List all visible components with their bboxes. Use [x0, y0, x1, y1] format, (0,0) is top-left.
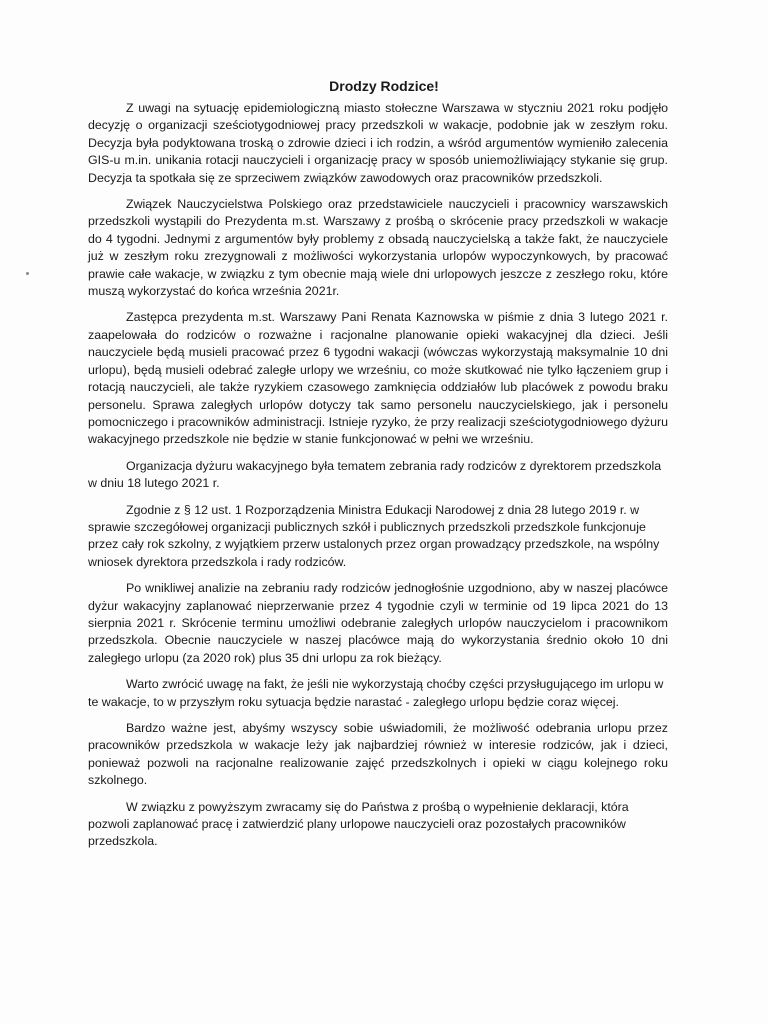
paragraph-6: Po wnikliwej analizie na zebraniu rady rodziców jednogłośnie uzgodniono, aby w naszej placówce dyżur wakacyjny zaplanować nieprzerwanie przez 4 tygodnie czyli w terminie od 19 lipca 2021 do 13 sierpnia 2021 r. Skrócenie terminu umożliwi odebranie zaległych urlopów nauczycielom i pracownikom przedszkola. Obecnie nauczyciele w naszej placówce mają do wykorzystania średnio około 10 dni zaległego urlopu (za 2020 rok) plus 35 dni urlopu za rok bieżący. — [88, 581, 668, 665]
paragraph-4: Organizacja dyżuru wakacyjnego była tematem zebrania rady rodziców z dyrektorem przedszkola w dniu 18 lutego 2021 r. — [88, 458, 662, 491]
letter-body — [88, 100, 668, 860]
paragraph-7: Warto zwrócić uwagę na fakt, że jeśli nie wykorzystają choćby części przysługującego im urlopu w te wakacje, to w przyszłym roku sytuacja będzie narastać - zaległego urlopu będzie coraz więcej. — [88, 677, 664, 709]
letter-title: Drodzy Rodzice! — [329, 78, 439, 94]
paragraph-2: Związek Nauczycielstwa Polskiego oraz przedstawiciele nauczycieli i pracownicy warszawskich przedszkoli wystąpili do Prezydenta m.st. Warszawy z prośbą o skrócenie pracy przedszkoli w wakacje do 4 tygodni. Jednymi z argumentów były problemy z obsadą nauczycielską a także fakt, że nauczyciele już w zeszłym roku zrezygnowali z możliwości wykorzystania urlopów wypoczynkowych, by pracować prawie całe wakacje, w związku z tym obecnie mają wiele dni urlopowych jeszcze z zeszłego roku, które muszą wykorzystać do końca września 2021r. — [88, 197, 668, 299]
scan-speck — [26, 272, 29, 275]
paragraph-1: Z uwagi na sytuację epidemiologiczną miasto stołeczne Warszawa w styczniu 2021 roku podjęło decyzję o organizacji sześciotygodniowej pracy przedszkoli w wakacje, podobnie jak w zeszłym roku. Decyzja była podyktowana troską o zdrowie dzieci i ich rodzin, a wśród argumentów wymieniło zalecenia GIS-u m.in. unikania rotacji nauczycieli i organizację pracy w sposób uniemożliwiający stykanie się grup. Decyzja ta spotkała się ze sprzeciwem związków zawodowych oraz pracowników przedszkoli. — [88, 101, 668, 185]
paragraph-8: Bardzo ważne jest, abyśmy wszyscy sobie uświadomili, że możliwość odebrania urlopu przez pracowników przedszkola w wakacje leży jak najbardziej również w interesie rodziców, jak i dzieci, ponieważ pozwoli na racjonalne realizowanie zajęć przedszkolnych i opieki w ciągu kolejnego roku szkolnego. — [88, 721, 668, 788]
paragraph-9: W związku z powyższym zwracamy się do Państwa z prośbą o wypełnienie deklaracji, która pozwoli zaplanować pracę i zatwierdzić plany urlopowe nauczycieli oraz pozostałych pracowników przedszkola. — [88, 799, 629, 849]
paragraph-3: Zastępca prezydenta m.st. Warszawy Pani Renata Kaznowska w piśmie z dnia 3 lutego 2021 r. zaapelowała do rodziców o rozważne i racjonalne planowanie opieki wakacyjnej dla dzieci. Jeśli nauczyciele będą musieli pracować przez 6 tygodni wakacji (wówczas wykorzystają maksymalnie 10 dni urlopu), będą musieli odebrać zaległe urlopy we wrześniu, co może skutkować nie tylko łączeniem grup i rotacją nauczycieli, ale także ryzykiem czasowego zamknięcia oddziałów lub placówek z powodu braku personelu. Sprawa zaległych urlopów dotyczy tak samo personelu nauczycielskiego, jak i personelu pomocniczego i pracowników administracji. Istnieje ryzyko, że przy realizacji sześciotygodniowego dyżuru wakacyjnego przedszkole nie będzie w stanie funkcjonować w pełni we wrześniu. — [88, 310, 668, 447]
paragraph-5: Zgodnie z § 12 ust. 1 Rozporządzenia Ministra Edukacji Narodowej z dnia 28 lutego 2019 r. w sprawie szczegółowej organizacji publicznych szkół i publicznych przedszkoli przedszkole funkcjonuje przez cały rok szkolny, z wyjątkiem przerw ustalonych przez organ prowadzący przedszkole, na wspólny wniosek dyrektora przedszkola i rady rodziców. — [88, 502, 660, 569]
